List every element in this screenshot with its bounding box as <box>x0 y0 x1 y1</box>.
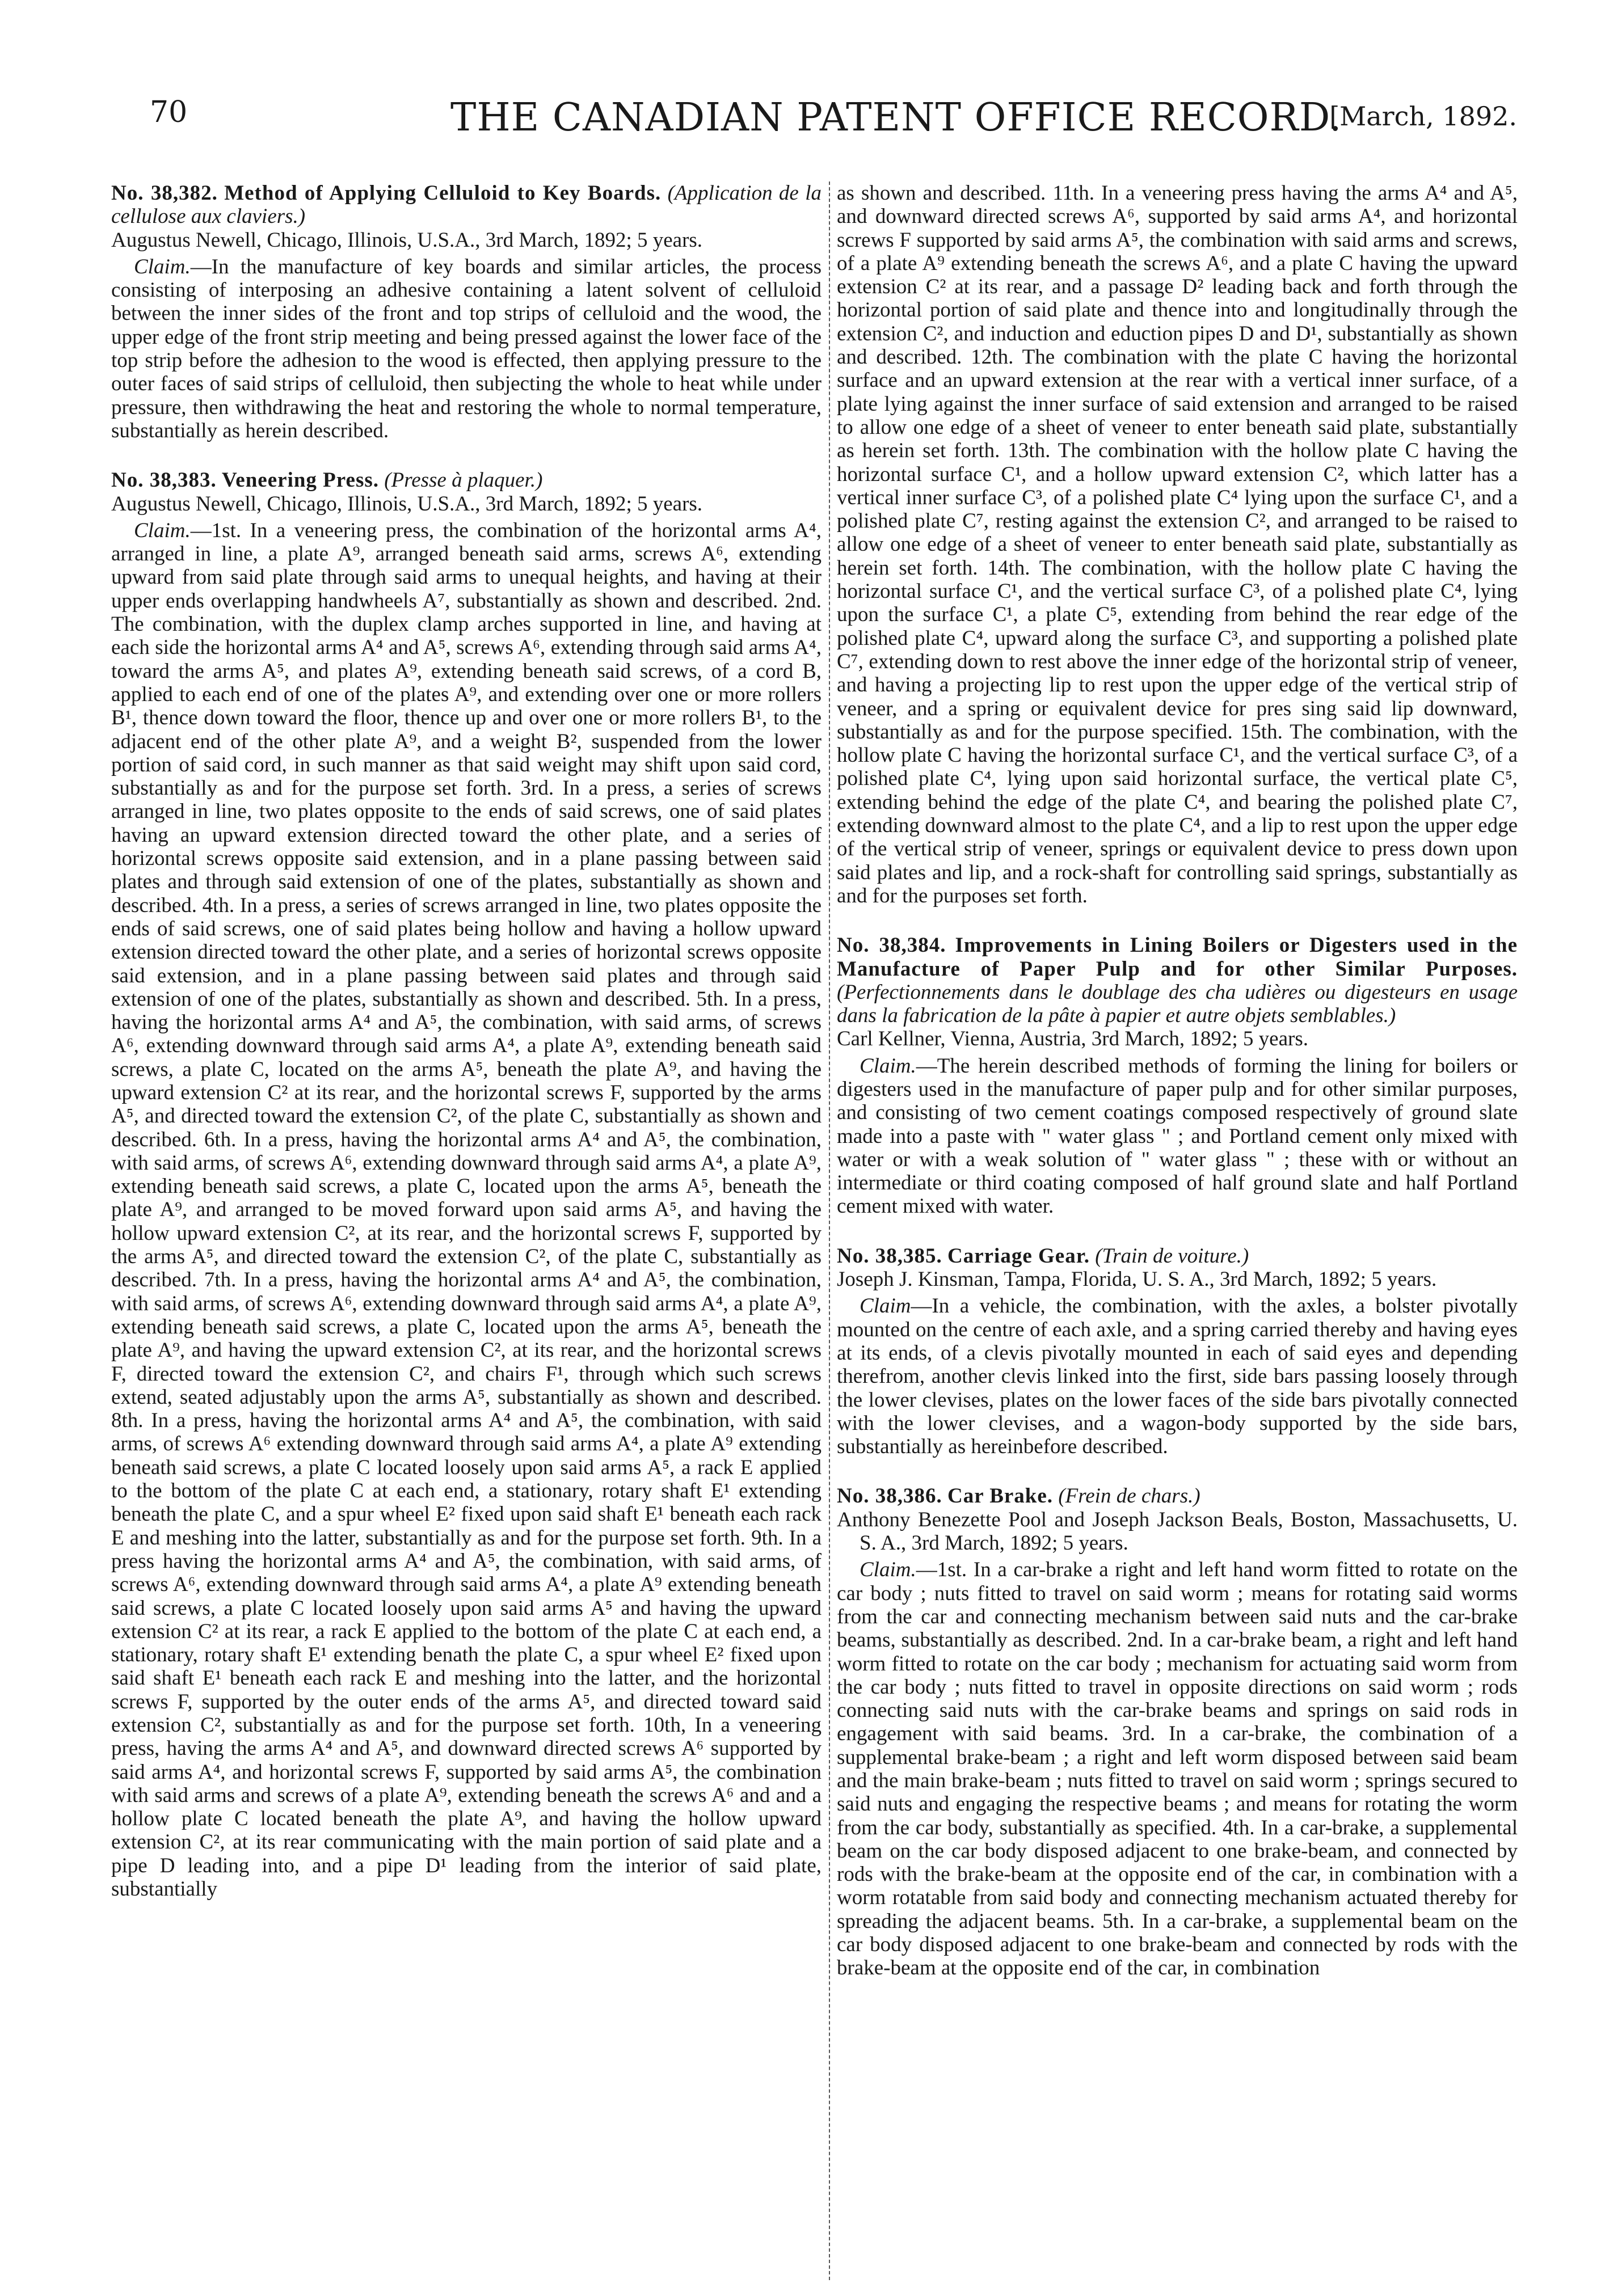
journal-title: THE CANADIAN PATENT OFFICE RECORD. <box>450 95 1342 140</box>
inventor-line: Augustus Newell, Chicago, Illinois, U.S.A., 3rd March, 1892; 5 years. <box>111 228 703 252</box>
claim-label: Claim <box>860 1294 911 1318</box>
patent-entry-38383 <box>111 469 822 1901</box>
patent-title: Method of Applying Celluloid to Key Boards. <box>224 182 662 205</box>
claim-label: Claim. <box>134 518 191 542</box>
claim-paragraph <box>837 1054 1518 1218</box>
patent-entry-38383-continued <box>837 182 1518 908</box>
entry-heading <box>111 469 822 492</box>
inventor-line: Anthony Benezette Pool and Joseph Jackson Beals, Boston, Massachusetts, U. S. A., 3rd March, 1892; 5 years. <box>837 1508 1518 1555</box>
french-title: (Train de voiture.) <box>1095 1244 1249 1268</box>
inventor-line: Joseph J. Kinsman, Tampa, Florida, U. S. A., 3rd March, 1892; 5 years. <box>837 1268 1437 1291</box>
entry-heading <box>837 1244 1518 1268</box>
patent-number: No. 38,382. <box>111 182 218 205</box>
claim-text: —In the manufacture of key boards and similar articles, the process consisting of interposing an adhesive containing a latent solvent of celluloid between the inner sides of the front and top strips of celluloid and the wood, the upper edge of the front strip meeting and being pressed against the lower face of the top strip before the adhesion to the wood is effected, then applying pressure to the outer faces of said strips of celluloid, then subjecting the whole to heat while under pressure, then withdrawing the heat and restoring the whole to normal temperature, substantially as herein described. <box>111 255 822 442</box>
patent-title: Improvements in Lining Boilers or Digesters used in the Manufacture of Paper Pulp and for other Similar Purposes. <box>837 934 1518 981</box>
patent-entry-38386 <box>837 1484 1518 1980</box>
patent-title: Carriage Gear. <box>947 1244 1090 1268</box>
patent-entry-38384 <box>837 934 1518 1218</box>
claim-label: Claim. <box>134 255 191 278</box>
claim-paragraph <box>837 1294 1518 1458</box>
inventor-line: Carl Kellner, Vienna, Austria, 3rd March, 1892; 5 years. <box>837 1027 1308 1051</box>
left-column <box>111 182 822 2280</box>
claim-paragraph <box>111 519 822 1901</box>
page-number: 70 <box>150 95 188 129</box>
patent-entry-38385 <box>837 1244 1518 1459</box>
french-title: (Perfectionnements dans le doublage des cha udières ou digesteurs en usage dans la fabrication de la pâte à papier et autre objets semblables.) <box>837 980 1518 1028</box>
entry-heading <box>111 182 822 229</box>
patent-number: No. 38,386. <box>837 1484 942 1508</box>
french-title: (Frein de chars.) <box>1058 1484 1200 1508</box>
patent-number: No. 38,385. <box>837 1244 942 1268</box>
claim-paragraph <box>837 1558 1518 1980</box>
claim-label: Claim. <box>860 1558 916 1582</box>
inventor-line: Augustus Newell, Chicago, Illinois, U.S.A., 3rd March, 1892; 5 years. <box>111 492 703 516</box>
entry-heading <box>837 934 1518 1027</box>
column-divider <box>829 182 830 2280</box>
claim-continuation: as shown and described. 11th. In a veneering press having the arms A⁴ and A⁵, and downward directed screws A⁶, supported by said arms A⁴, and horizontal screws F supported by said arms A⁵, the combination with said arms and screws, of a plate A⁹ extending beneath the screws A⁶, and a plate C having the upward extension C² at its rear, and a passage D² leading back and forth through the horizontal portion of said plate and thence into and longitudinally through the extension C², and induction and eduction pipes D and D¹, substantially as shown and described. 12th. The combination with the plate C having the horizontal surface and an upward extension at the rear with a vertical inner surface, of a plate lying against the inner surface of said extension and arranged to be raised to allow one edge of a sheet of veneer to enter beneath said plate, substantially as herein set forth. 13th. The combination with the hollow plate C having the horizontal surface C¹, and a hollow upward extension C², which latter has a vertical inner surface C³, of a polished plate C⁴ lying upon the surface C¹, and a polished plate C⁷, resting against the extension C², and arranged to be raised to allow one edge of a sheet of veneer to enter beneath said plate, substantially as herein set forth. 14th. The combination, with the hollow plate C having the horizontal surface C¹, and the vertical surface C³, of a polished plate C⁴, lying upon the surface C¹, a plate C⁵, extending from behind the rear edge of the polished plate C⁴, upward along the surface C³, and supporting a polished plate C⁷, extending down to rest above the inner edge of the horizontal strip of veneer, and having a projecting lip to rest upon the upper edge of the vertical strip of veneer, and a spring or equivalent device for pres sing said lip downward, substantially as and for the purpose specified. 15th. The combination, with the hollow plate C having the horizontal surface C¹, and the vertical surface C³, of a polished plate C⁴, lying upon said horizontal surface, the vertical plate C⁵, extending behind the edge of the plate C⁴, and bearing the polished plate C⁷, extending downward almost to the plate C⁴, and a lip to rest upon the upper edge of the vertical strip of veneer, springs or equivalent device to press down upon said plates and lip, and a rock-shaft for controlling said springs, substantially as and for the purposes set forth. <box>837 182 1518 908</box>
patent-title: Veneering Press. <box>221 469 380 492</box>
patent-entry-38382 <box>111 182 822 442</box>
claim-text: —The herein described methods of forming the lining for boilers or digesters used in the manufacture of paper pulp and for other similar purposes, and consisting of two cement coatings composed respectively of ground slate made into a paste with " water glass " ; and Portland cement only mixed with water or with a weak solution of " water glass " ; these with or without an intermediate or third coating composed of half ground slate and half Portland cement mixed with water. <box>837 1054 1518 1218</box>
page-header <box>150 95 1517 146</box>
issue-date: [March, 1892. <box>1329 101 1517 132</box>
patent-number: No. 38,383. <box>111 469 217 492</box>
claim-text: —In a vehicle, the combination, with the axles, a bolster pivotally mounted on the centre of each axle, and a spring carried thereby and having eyes at its ends, of a clevis pivotally mounted in each of said eyes and depending therefrom, another clevis linked into the first, side bars passing loosely through the lower clevises, plates on the lower faces of the side bars pivotally connected with the lower clevises, and a wagon-body supported by the side bars, substantially as hereinbefore described. <box>837 1294 1518 1459</box>
patent-number: No. 38,384. <box>837 934 946 957</box>
patent-title: Car Brake. <box>947 1484 1054 1508</box>
french-title: (Application de la cellulose aux claviers.) <box>111 182 822 229</box>
claim-paragraph <box>111 255 822 442</box>
claim-text: —1st. In a car-brake a right and left hand worm fitted to rotate on the car body ; nuts fitted to travel on said worm ; means for rotating said worms from the car and connecting mechanism between said nuts and the car-brake beams, substantially as described. 2nd. In a car-brake beam, a right and left hand worm fitted to rotate on the car body ; mechanism for actuating said worm from the car body ; nuts fitted to travel in opposite directions on said worm ; rods connecting said nuts with the car-brake beams and springs on said rods in engagement with said beams. 3rd. In a car-brake, the combination of a supplemental brake-beam ; a right and left worm disposed between said beam and the main brake-beam ; nuts fitted to travel on said worm ; springs secured to said nuts and engaging the respective beams ; and means for rotating the worm from the car body, substantially as specified. 4th. In a car-brake, a supplemental beam on the car body disposed adjacent to one brake-beam, and connected by rods with the brake-beam at the opposite end of the car, in combination with a worm rotatable from said body and connecting mechanism actuated thereby for spreading the adjacent beams. 5th. In a car-brake, a supplemental beam on the car body disposed adjacent to one brake-beam and connected by rods with the brake-beam at the opposite end of the car, in combination <box>837 1558 1518 1980</box>
claim-label: Claim. <box>860 1054 916 1078</box>
right-column <box>837 182 1518 2280</box>
claim-text: —1st. In a veneering press, the combination of the horizontal arms A⁴, arranged in line, a plate A⁹, arranged beneath said arms, screws A⁶, extending upward from said plate through said arms to unequal heights, and having at their upper ends overlapping handwheels A⁷, substantially as shown and described. 2nd. The combination, with the duplex clamp arches supported in line, and having at each side the horizontal arms A⁴ and A⁵, screws A⁶, extending through said arms A⁴, toward the arms A⁵, and plates A⁹, extending beneath said screws, of a cord B, applied to each end of one of the plates A⁹, and extending over one or more rollers B¹, thence down toward the floor, thence up and over one or more rollers B¹, to the adjacent end of the other plate A⁹, and a weight B², suspended from the lower portion of said cord, in such manner as that said weight may shift upon said cord, substantially as and for the purpose set forth. 3rd. In a press, a series of screws arranged in line, two plates opposite to the ends of said screws, one of said plates having an upward extension directed toward the other plate, and a series of horizontal screws opposite said extension, and in a plane passing between said plates and through said extension of one of the plates, substantially as shown and described. 4th. In a press, a series of screws arranged in line, two plates opposite the ends of said screws, one of said plates being hollow and having a hollow upward extension directed toward the other plate, and a series of horizontal screws opposite said extension, and in a plane passing between said plates and through said extension of one of the plates, substantially as shown and described. 5th. In a press, having the horizontal arms A⁴ and A⁵, the combination, with said arms, of screws A⁶, extending downward through said arms A⁴, a plate A⁹, extending beneath said screws, a plate C, located on the arms A⁵, beneath the plate A⁹, and having the upward extension C² at its rear, and the horizontal screws F, supported by the arms A⁵, and directed toward the extension C², of the plate C, substantially as shown and described. 6th. In a press, having the horizontal arms A⁴ and A⁵, the combination, with said arms, of screws A⁶, extending downward through said arms A⁴, a plate A⁹, extending beneath said screws, a plate C, located upon the arms A⁵, beneath the plate A⁹, and arranged to be moved forward upon said arms A⁵, and having the hollow upward extension C², at its rear, and the horizontal screws F, supported by the arms A⁵, and directed toward the extension C², of the plate C, substantially as described. 7th. In a press, having the horizontal arms A⁴ and A⁵, the combination, with said arms, of screws A⁶, extending downward through said arms A⁴, a plate A⁹, extending beneath said screws, a plate C, located upon the arms A⁵, beneath the plate A⁹, and having the upward extension C², at its rear, and the horizontal screws F, directed toward the extension C², and chairs F¹, through which such screws extend, seated adjustably upon the arms A⁵, substantially as shown and described. 8th. In a press, having the horizontal arms A⁴ and A⁵, the combination, with said arms, of screws A⁶ extending downward through said arms A⁴, a plate A⁹ extending beneath said screws, a plate C located loosely upon said arms A⁵, a rack E applied to the bottom of the plate C at each end, a stationary, rotary shaft E¹ extending beneath the plate C, and a spur wheel E² fixed upon said shaft E¹ beneath each rack E and meshing into the latter, substantially as and for the purpose set forth. 9th. In a press having the horizontal arms A⁴ and A⁵, the combination, with said arms, of screws A⁶, extending downward through said arms A⁴, a plate A⁹ extending beneath said screws, a plate C located loosely upon said arms A⁵ and having the upward extension C² at its rear, a rack E applied to the bottom of the plate C at each end, a stationary, rotary shaft E¹ extending benath the plate C, a spur wheel E² fixed upon said shaft E¹ beneath each rack E and meshing into the latter, and the horizontal screws F, supported by the outer ends of the arms A⁵, and directed toward said extension C², substantially as and for the purpose set forth. 10th, In a veneering press, having the arms A⁴ and A⁵, and downward directed screws A⁶ supported by said arms A⁴, and horizontal screws F, supported by said arms A⁵, the combination with said arms and screws of a plate A⁹, extending beneath the screws A⁶ and and a hollow plate C located beneath the plate A⁹, and having the hollow upward extension C², at its rear communicating with the main portion of said plate and a pipe D leading into, and a pipe D¹ leading from the interior of said plate, substantially <box>111 518 822 1901</box>
entry-heading <box>837 1484 1518 1508</box>
french-title: (Presse à plaquer.) <box>384 469 543 492</box>
